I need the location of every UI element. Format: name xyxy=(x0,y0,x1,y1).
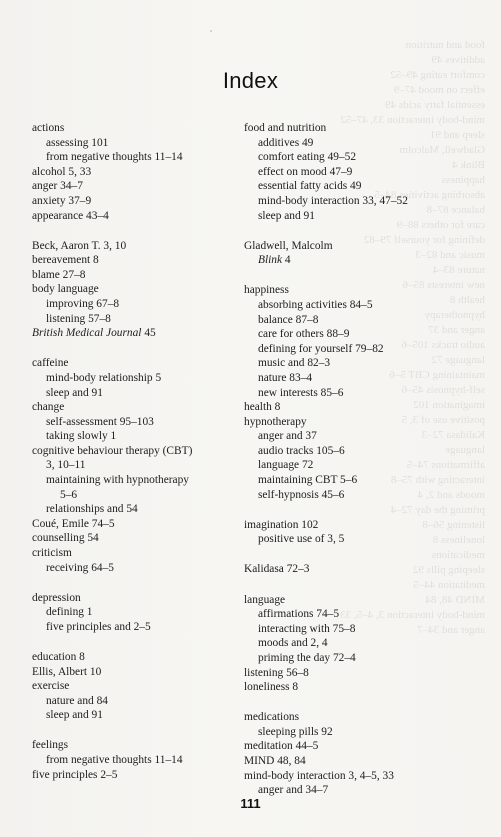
index-entry: feelings xyxy=(32,739,69,752)
index-entry: Gladwell, Malcolm xyxy=(244,239,333,252)
index-column-right xyxy=(244,121,484,813)
index-entry: anxiety 37–9 xyxy=(32,194,92,207)
index-subentry: sleep and 91 xyxy=(258,209,315,222)
index-group xyxy=(244,518,484,547)
index-entry: language xyxy=(244,593,286,606)
index-entry: change xyxy=(32,401,65,414)
index-subentry: taking slowly 1 xyxy=(46,430,117,443)
index-subentry: defining for yourself 79–82 xyxy=(258,342,384,355)
index-subentry: sleeping pills 92 xyxy=(258,725,333,738)
index-subentry: priming the day 72–4 xyxy=(258,651,356,664)
index-entry: bereavement 8 xyxy=(32,254,99,267)
index-subentry: assessing 101 xyxy=(46,136,109,149)
index-subentry: care for others 88–9 xyxy=(258,328,350,341)
index-subentry: nature 83–4 xyxy=(258,371,313,384)
index-group xyxy=(32,591,247,635)
index-subentry: receiving 64–5 xyxy=(46,561,115,574)
index-subentry: audio tracks 105–6 xyxy=(258,444,345,457)
index-subentry: essential fatty acids 49 xyxy=(258,180,362,193)
index-subentry: Blink 4 xyxy=(258,254,291,267)
index-subentry: from negative thoughts 11–14 xyxy=(46,754,183,767)
index-group xyxy=(244,710,484,798)
index-subentry: additives 49 xyxy=(258,136,314,149)
index-subentry: sleep and 91 xyxy=(46,709,103,722)
index-entry: Kalidasa 72–3 xyxy=(244,563,310,576)
index-subentry: nature and 84 xyxy=(46,694,108,707)
index-group xyxy=(32,121,247,223)
index-group xyxy=(32,356,247,575)
index-entry: Beck, Aaron T. 3, 10 xyxy=(32,239,127,252)
index-subentry: new interests 85–6 xyxy=(258,386,344,399)
index-subentry: effect on mood 47–9 xyxy=(258,165,353,178)
index-subentry: anger and 37 xyxy=(258,430,317,443)
index-entry: criticism xyxy=(32,547,72,560)
index-subentry: anger and 34–7 xyxy=(258,784,329,797)
index-subentry: affirmations 74–5 xyxy=(258,608,340,621)
index-entry: loneliness 8 xyxy=(244,681,299,694)
index-entry: blame 27–8 xyxy=(32,268,86,281)
page-number: 111 xyxy=(240,796,261,811)
show-through-text: food and nutrition additives 49 comfort eating 49–52 effect on mood 47–9 essential fatty acids 49 mind-body interaction 33, 47–52 sleep and 91 Gladwell, Malcolm Blink 4 happiness absorbing activities 84–5 balance 87–8 care for others 88–9 defining for yourself 79–82 music and 82–3 nature 83–4 new interests 85–6 health 8 hypnotherapy anger and 37 audio tracks 105–6 language 72 maintaining CBT 5–6 self-hypnosis 45–6 imagination 102 positive use of 3, 5 Kalidasa 72–3 language affirmations 74–5 interacting with 75–8 moods and 2, 4 priming the day 72–4 listening 56–8 loneliness 8 medications sleeping pills 92 meditation 44–5 MIND 48, 84 mind-body interaction 3, 4–5, 33 anger and 34–7 xyxy=(340,39,485,636)
index-entry: anger 34–7 xyxy=(32,180,83,193)
index-subentry: 5–6 xyxy=(60,488,78,501)
index-entry: education 8 xyxy=(32,651,85,663)
index-entry: five principles 2–5 xyxy=(32,768,118,781)
index-group xyxy=(244,239,484,268)
index-group xyxy=(32,239,247,341)
index-group xyxy=(32,650,247,723)
index-subentry: balance 87–8 xyxy=(258,313,319,326)
index-subentry: 3, 10–11 xyxy=(46,459,86,472)
index-entry: meditation 44–5 xyxy=(244,740,319,753)
index-subentry: maintaining with hypnotherapy xyxy=(46,474,189,487)
index-entry: food and nutrition xyxy=(244,122,327,134)
index-entry: listening 56–8 xyxy=(244,666,309,679)
index-subentry: self-hypnosis 45–6 xyxy=(258,488,345,501)
index-entry: actions xyxy=(32,122,65,134)
index-entry: medications xyxy=(244,711,300,724)
index-entry: alcohol 5, 33 xyxy=(32,165,92,178)
index-subentry: from negative thoughts 11–14 xyxy=(46,151,183,164)
index-subentry: listening 57–8 xyxy=(46,312,111,325)
index-entry: British Medical Journal 45 xyxy=(32,327,156,340)
index-subentry: language 72 xyxy=(258,459,314,472)
index-column-left xyxy=(32,121,247,798)
page-title: Index xyxy=(222,68,279,93)
index-entry: appearance 43–4 xyxy=(32,209,109,222)
index-group xyxy=(244,121,484,223)
index-entry: happiness xyxy=(244,284,289,297)
index-group xyxy=(244,593,484,695)
index-subentry: improving 67–8 xyxy=(46,298,120,311)
index-entry: imagination 102 xyxy=(244,518,319,531)
index-subentry: absorbing activities 84–5 xyxy=(258,298,373,311)
index-subentry: self-assessment 95–103 xyxy=(46,415,154,428)
paper-speck xyxy=(210,30,212,32)
index-subentry: comfort eating 49–52 xyxy=(258,151,357,164)
index-subentry: sleep and 91 xyxy=(46,386,103,399)
index-entry: body language xyxy=(32,283,99,296)
index-group xyxy=(32,738,247,782)
index-entry: counselling 54 xyxy=(32,532,99,545)
index-group xyxy=(244,283,484,502)
index-entry: MIND 48, 84 xyxy=(244,754,306,767)
index-subentry: moods and 2, 4 xyxy=(258,637,328,650)
index-entry: exercise xyxy=(32,680,70,693)
index-entry: mind-body interaction 3, 4–5, 33 xyxy=(244,769,394,782)
index-subentry: interacting with 75–8 xyxy=(258,622,356,635)
index-subentry: positive use of 3, 5 xyxy=(258,533,345,546)
index-group xyxy=(244,562,484,577)
index-entry: Ellis, Albert 10 xyxy=(32,665,102,678)
index-subentry: relationships and 54 xyxy=(46,503,138,516)
index-subentry: five principles and 2–5 xyxy=(46,620,151,633)
index-entry: Coué, Emile 74–5 xyxy=(32,517,115,530)
index-subentry: maintaining CBT 5–6 xyxy=(258,474,358,487)
index-entry: caffeine xyxy=(32,357,69,370)
index-subentry: mind-body interaction 33, 47–52 xyxy=(258,194,408,207)
index-subentry: defining 1 xyxy=(46,606,93,619)
index-entry: cognitive behaviour therapy (CBT) xyxy=(32,444,193,457)
index-subentry: music and 82–3 xyxy=(258,357,331,370)
index-entry: hypnotherapy xyxy=(244,415,307,428)
index-entry: depression xyxy=(32,591,81,604)
index-entry: health 8 xyxy=(244,401,281,414)
index-subentry: mind-body relationship 5 xyxy=(46,371,162,384)
